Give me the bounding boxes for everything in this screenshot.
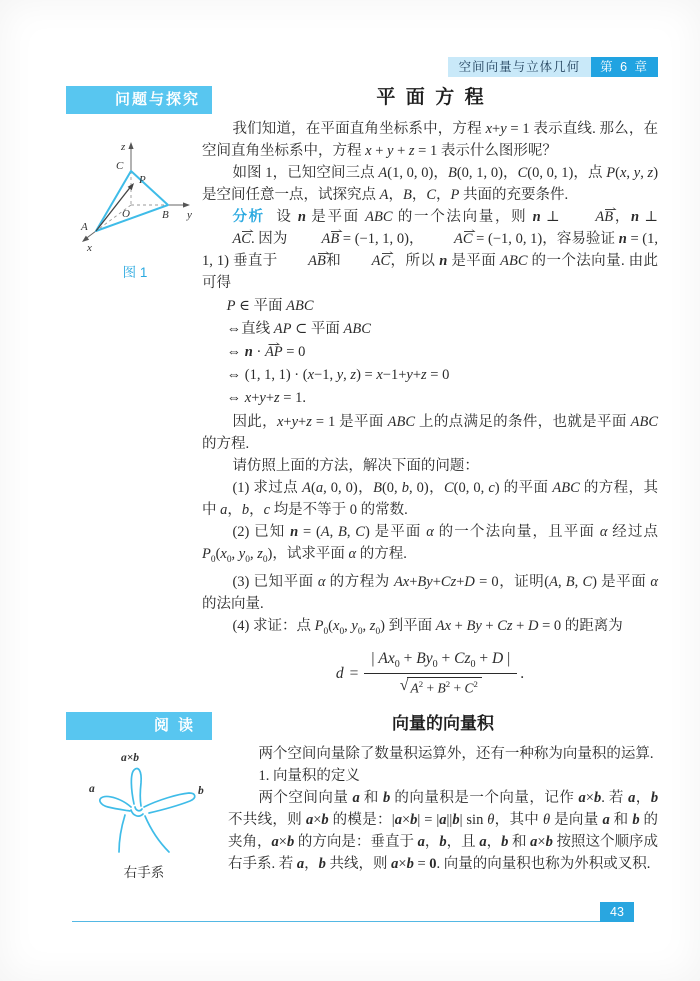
formula-period: . <box>520 664 525 682</box>
formula-d: d <box>335 664 344 682</box>
section2-title: 向量的向量积 <box>392 714 494 733</box>
wrist-left-edge <box>119 815 125 852</box>
derivation-line: ⇔ (1, 1, 1) · (x−1, y, z) = x−1+y+z = 0 <box>226 367 450 383</box>
formula-equals: = <box>349 664 359 682</box>
right-hand-figure <box>78 750 210 881</box>
section2-side-column <box>66 712 228 881</box>
point-label-b: B <box>162 209 169 221</box>
definition-paragraph: 两个空间向量 a 和 b 的向量积是一个向量，记作 a×b. 若 a，b 不共线，则 a×b 的模是：|a×b| = |a||b| sin θ，其中 θ 是向量 a 和 b 的夹角，a×b 的方向是：垂直于 a，b，且 a，b 和 a×b 按照这个顺序成右手系. 若 a，b 共线，则 a×b = 0. 向量的向量积也称为外积或叉积. <box>228 790 659 872</box>
distance-formula <box>202 650 658 697</box>
z-axis-arrowhead <box>128 142 133 149</box>
problem-1: (1) 求过点 A(a, 0, 0)，B(0, b, 0)，C(0, 0, c) 的平面 ABC 的方程，其中 a，b，c 均是不等于 0 的常数. <box>202 480 658 518</box>
wrist-right-edge <box>145 816 169 852</box>
problem-2: (2) 已知 n = (A, B, C) 是平面 α 的一个法向量，且平面 α 经过点 $P_0(x_0$, $y_0$, $z_0$)，试求平面 α 的方程. <box>202 524 658 565</box>
derivation-line: ⇔ x+y+z = 1. <box>226 390 306 406</box>
section-plane-equation <box>66 86 658 697</box>
footer-rule <box>72 921 634 922</box>
figure-1-diagram <box>74 138 196 252</box>
right-hand-diagram <box>78 750 210 856</box>
index-finger <box>144 793 195 813</box>
y-axis-arrowhead <box>183 202 190 207</box>
point-label-c: C <box>116 160 124 172</box>
point-label-o: O <box>122 208 130 220</box>
section1-main-column <box>202 86 658 697</box>
derivation-line: ⇔直线 AP ⊂ 平面 ABC <box>226 321 371 337</box>
reading-label: 阅读 <box>66 712 212 740</box>
label-a-cross-b: a×b <box>121 752 140 764</box>
page-number-badge: 43 <box>600 902 634 922</box>
analysis-text: 设 n 是平面 ABC 的一个法向量，则 n ⊥ ⇀ AB，n ⊥ ⇀ AC. 因为 ⇀ AB = (−1, 1, 0)， ⇀ AC = (−1, 0, 1)，容易验证 n = (1, 1, 1) 垂直于 ⇀ AB和 ⇀ AC，所以 n 是平面 ABC 的一个法向量. 由此可得 <box>202 209 658 291</box>
axis-label-y: y <box>187 209 192 221</box>
chapter-title: 空间向量与立体几何 <box>448 57 592 77</box>
chapter-number-badge: 第 6 章 <box>591 57 658 77</box>
formula-lhs <box>336 665 359 683</box>
thumb <box>100 796 131 811</box>
point-label-a: A <box>81 221 88 233</box>
curled-finger <box>135 807 142 811</box>
label-b: b <box>198 785 204 797</box>
section1-title: 平面方程 <box>376 87 495 108</box>
formula-fraction <box>364 650 517 697</box>
paragraph: 如图 1，已知空间三点 A(1, 0, 0)，B(0, 1, 0)，C(0, 0, 1)，点 P(x, y, z)是空间任意一点，试探究点 A，B，C，P 共面的充要条件. <box>202 165 659 203</box>
explore-label: 问题与探究 <box>66 86 212 114</box>
right-hand-caption: 右手系 <box>123 865 165 880</box>
problem-4: (4) 求证：点 $P_0(x_0$, $y_0$, $z_0$) 到平面 Ax + By + Cz + D = 0 的距离为 <box>232 617 623 637</box>
figure-1-caption: 图 1 <box>122 265 148 280</box>
axis-label-x: x <box>87 242 92 252</box>
paragraph: 请仿照上面的方法，解决下面的问题： <box>232 458 479 474</box>
formula-denominator <box>400 674 482 697</box>
point-label-p: P <box>139 174 146 186</box>
derivation-block <box>202 295 658 410</box>
section1-side-column <box>66 86 202 697</box>
analysis-label: 分析 <box>232 209 265 225</box>
axis-label-z: z <box>121 141 126 153</box>
paragraph: 因此，x+y+z = 1 是平面 ABC 上的点满足的条件，也就是平面 ABC 的方程. <box>202 414 659 452</box>
figure-1 <box>74 138 196 281</box>
triangle-abc <box>96 171 168 231</box>
formula-numerator: | $Ax_0 + By_0 + Cz_0 + D$ | <box>364 650 517 674</box>
derivation-line: ⇔ n · ⇀ AP = 0 <box>202 341 658 364</box>
paragraph: 两个空间向量除了数量积运算外，还有一种称为向量积的运算. <box>258 746 654 762</box>
section2-main-column <box>228 712 658 881</box>
paragraph: 我们知道，在平面直角坐标系中，方程 x+y = 1 表示直线. 那么，在空间直角坐标系中，方程 x + y + z = 1 表示什么图形呢？ <box>202 121 659 159</box>
radicand: $A^2 + B^2 + C^2$ <box>407 677 481 697</box>
derivation-line: P ∈ 平面 ABC <box>226 298 314 314</box>
definition-heading: 1. 向量积的定义 <box>258 768 360 784</box>
problem-3: (3) 已知平面 α 的方程为 Ax+By+Cz+D = 0，证明(A, B, C) 是平面 α 的法向量. <box>202 573 659 612</box>
page-header <box>448 57 658 77</box>
middle-finger <box>131 769 141 806</box>
radical-sign: √ <box>399 676 409 694</box>
label-a: a <box>89 783 95 795</box>
section-cross-product <box>66 712 658 881</box>
analysis-paragraph <box>202 206 658 294</box>
